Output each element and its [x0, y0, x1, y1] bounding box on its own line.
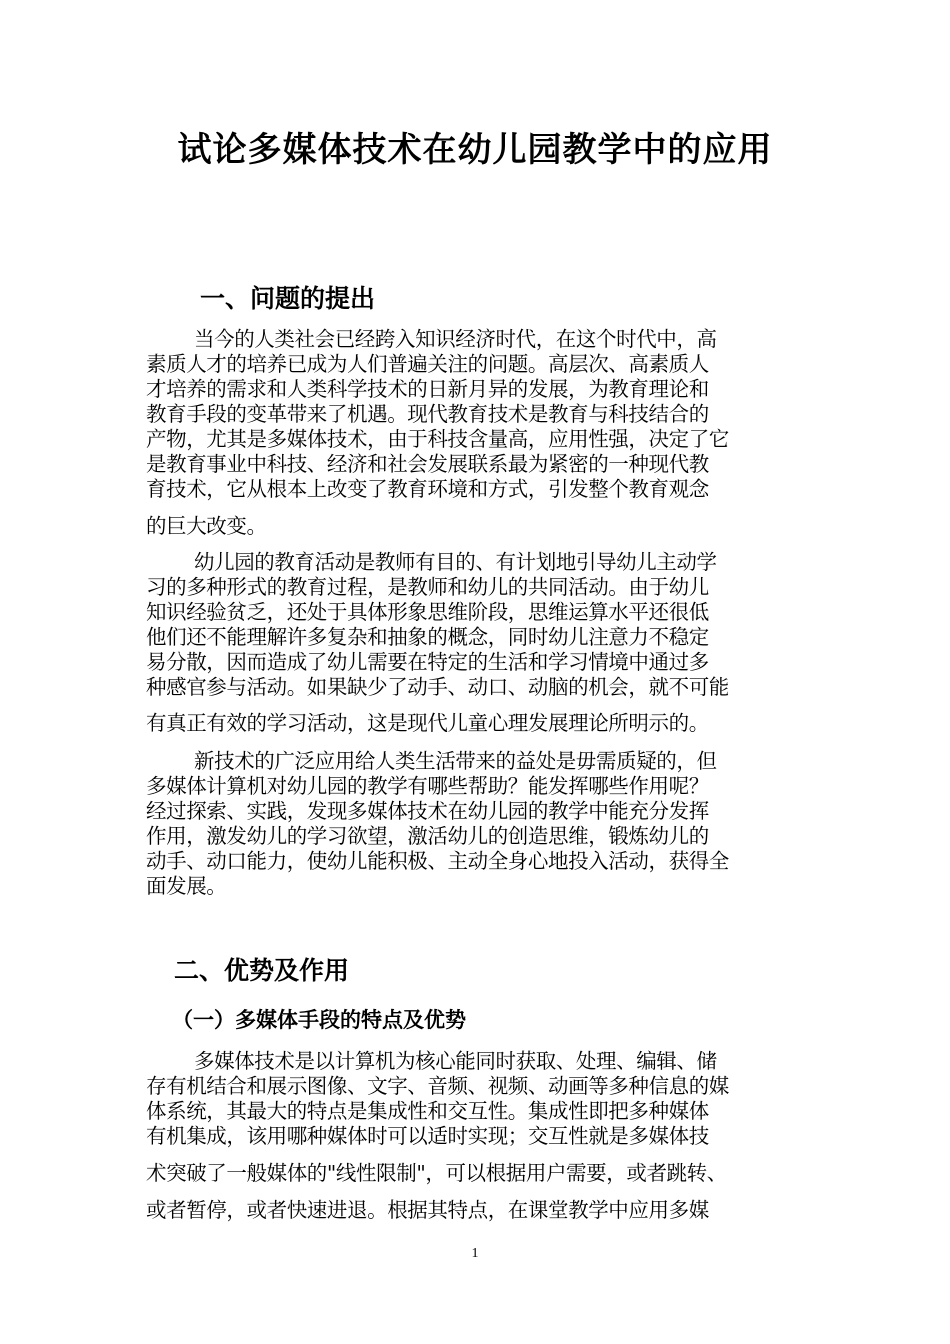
text-line: 面发展。 — [146, 874, 227, 898]
text-line: 素质人才的培养已成为人们普遍关注的问题。高层次、高素质人 — [146, 352, 709, 376]
text-line: 幼儿园的教育活动是教师有目的、有计划地引导幼儿主动学 — [194, 550, 717, 574]
text-line: 易分散，因而造成了幼儿需要在特定的生活和学习情境中通过多 — [146, 650, 709, 674]
text-line: 存有机结合和展示图像、文字、音频、视频、动画等多种信息的媒 — [146, 1074, 729, 1098]
text-line: 才培养的需求和人类科学技术的日新月异的发展，为教育理论和 — [146, 377, 709, 401]
text-line: 习的多种形式的教育过程，是教师和幼儿的共同活动。由于幼儿 — [146, 575, 709, 599]
page-number: 1 — [471, 1246, 479, 1261]
text-line: 教育手段的变革带来了机遇。现代教育技术是教育与科技结合的 — [146, 402, 709, 426]
text-line: 有机集成，该用哪种媒体时可以适时实现；交互性就是多媒体技 — [146, 1124, 709, 1148]
text-line: 新技术的广泛应用给人类生活带来的益处是毋需质疑的，但 — [194, 749, 717, 773]
text-line: 动手、动口能力，使幼儿能积极、主动全身心地投入活动，获得全 — [146, 849, 729, 873]
text-line: 或者暂停，或者快速进退。根据其特点，在课堂教学中应用多媒 — [146, 1198, 709, 1222]
text-line: 体系统，其最大的特点是集成性和交互性。集成性即把多种媒体 — [146, 1099, 709, 1123]
text-line: 的巨大改变。 — [146, 514, 267, 538]
text-line: 作用，激发幼儿的学习欲望，激活幼儿的创造思维，锻炼幼儿的 — [146, 824, 709, 848]
text-line: 多媒体技术是以计算机为核心能同时获取、处理、编辑、储 — [194, 1049, 717, 1073]
text-line: 知识经验贫乏，还处于具体形象思维阶段，思维运算水平还很低 — [146, 600, 709, 624]
section-heading-1: 一、问题的提出 — [200, 284, 376, 313]
text-line: 育技术，它从根本上改变了教育环境和方式，引发整个教育观念 — [146, 477, 709, 501]
text-line: 经过探索、实践，发现多媒体技术在幼儿园的教学中能充分发挥 — [146, 799, 709, 823]
text-line: 产物，尤其是多媒体技术，由于科技含量高，应用性强，决定了它 — [146, 427, 729, 451]
text-line: 他们还不能理解许多复杂和抽象的概念，同时幼儿注意力不稳定 — [146, 625, 709, 649]
subsection-heading: （一）多媒体手段的特点及优势 — [172, 1008, 466, 1032]
text-line: 是教育事业中科技、经济和社会发展联系最为紧密的一种现代教 — [146, 452, 709, 476]
text-line: 多媒体计算机对幼儿园的教学有哪些帮助？能发挥哪些作用呢？ — [146, 774, 709, 798]
document-title: 试论多媒体技术在幼儿园教学中的应用 — [177, 130, 773, 170]
text-line: 术突破了一般媒体的"线性限制"，可以根据用户需要，或者跳转、 — [146, 1161, 727, 1185]
section-heading-2: 二、优势及作用 — [174, 956, 350, 985]
text-line: 有真正有效的学习活动，这是现代儿童心理发展理论所明示的。 — [146, 711, 709, 735]
text-line: 种感官参与活动。如果缺少了动手、动口、动脑的机会，就不可能 — [146, 675, 729, 699]
text-line: 当今的人类社会已经跨入知识经济时代，在这个时代中，高 — [194, 327, 717, 351]
